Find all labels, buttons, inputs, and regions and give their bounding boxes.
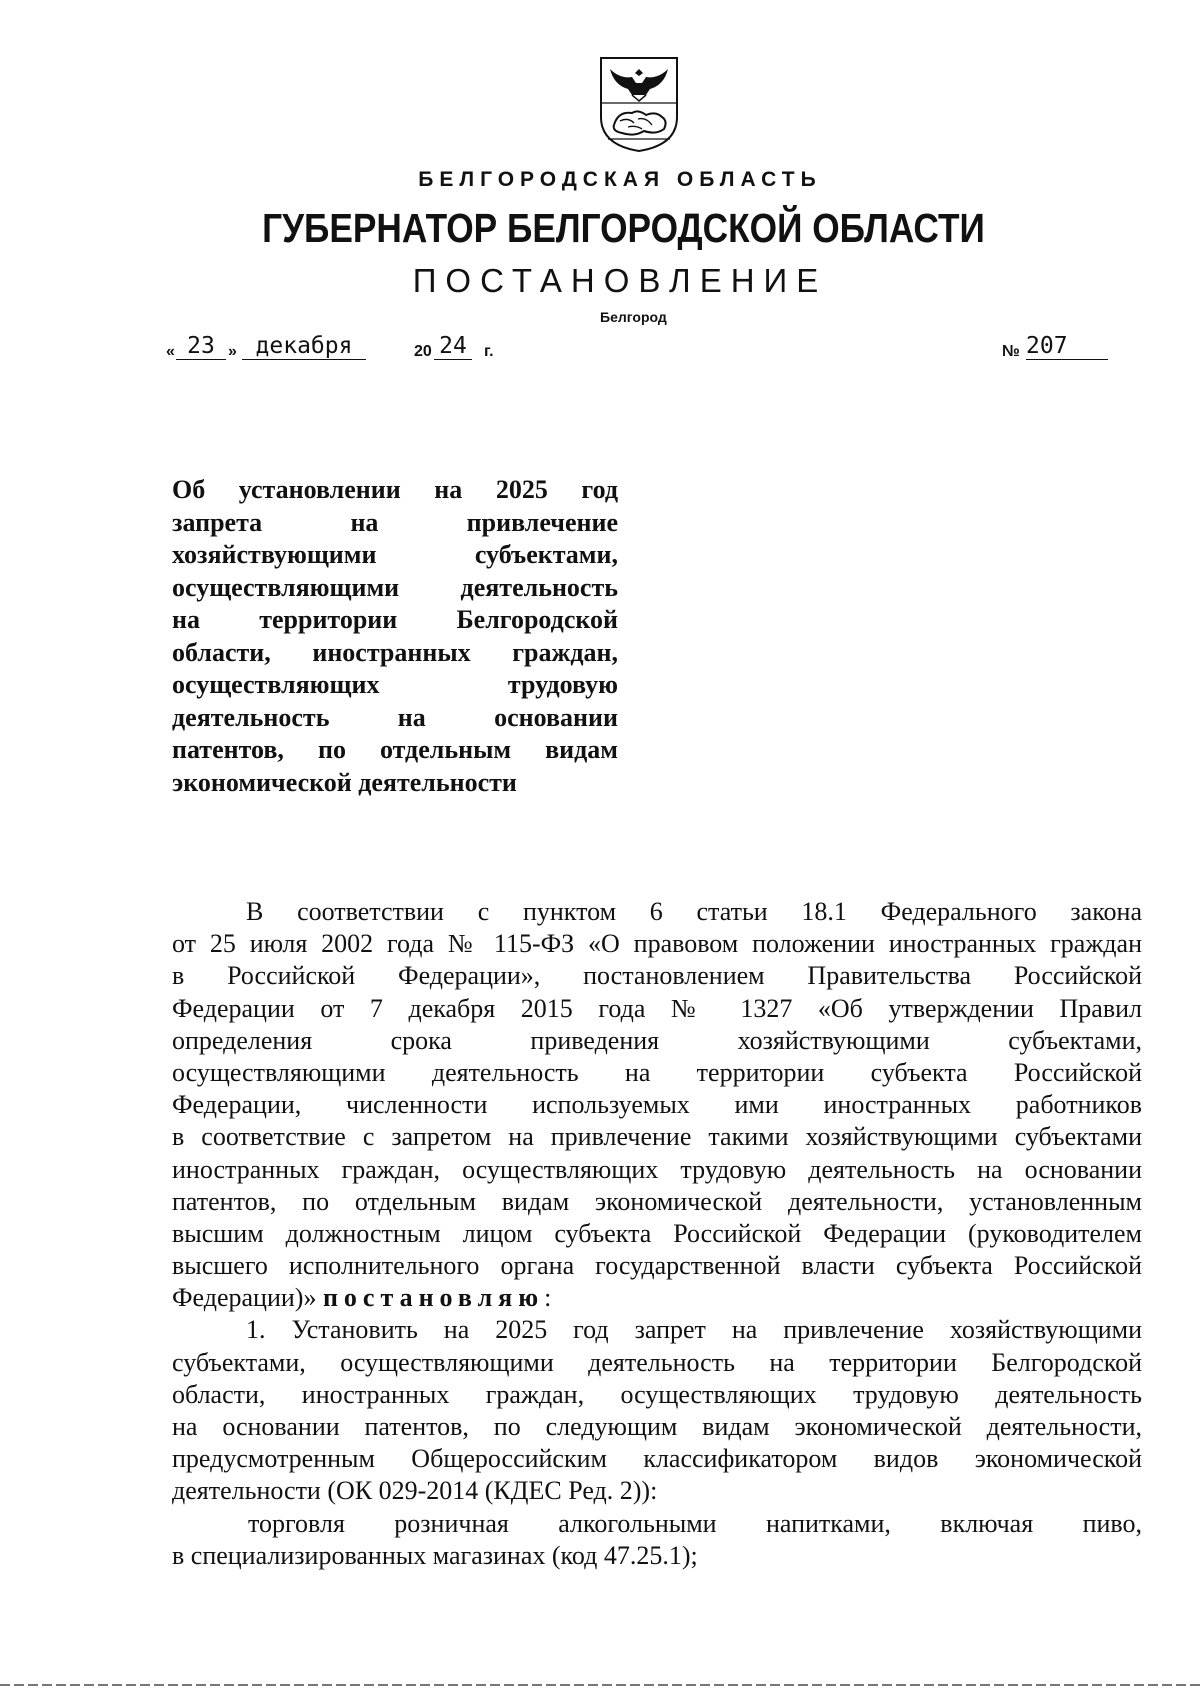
preamble-line: высшим должностным лицом субъекта Российской Федерации (руководителем bbox=[172, 1218, 1142, 1248]
title-line: хозяйствующими субъектами, bbox=[172, 540, 618, 569]
region-heading: БЕЛГОРОДСКАЯ ОБЛАСТЬ bbox=[418, 168, 822, 191]
date-year-prefix: 20 bbox=[414, 343, 432, 360]
page-bottom-divider bbox=[0, 1684, 1200, 1686]
item1-line: на основании патентов, по следующим видам экономической деятельности, bbox=[172, 1412, 1142, 1441]
dateline bbox=[166, 333, 1116, 373]
title-line: Об установлении на 2025 год bbox=[172, 475, 618, 504]
resolve-word: постановляю bbox=[322, 1283, 545, 1313]
preamble-colon: : bbox=[544, 1283, 552, 1313]
title-line: осуществляющих трудовую bbox=[172, 670, 618, 699]
item1-line: области, иностранных граждан, осуществляющих трудовую деятельность bbox=[172, 1379, 1142, 1409]
preamble-line: осуществляющими деятельность на территории субъекта Российской bbox=[172, 1057, 1142, 1087]
title-line: на территории Белгородской bbox=[172, 605, 618, 634]
preamble-line: патентов, по отдельным видам экономической деятельности, установленным bbox=[172, 1186, 1142, 1216]
preamble-line: в соответствие с запретом на привлечение такими хозяйствующими субъектами bbox=[172, 1122, 1142, 1152]
title-line: экономической деятельности bbox=[172, 767, 517, 797]
preamble-line: иностранных граждан, осуществляющих трудовую деятельность на основании bbox=[172, 1154, 1142, 1184]
title-line: осуществляющими деятельность bbox=[172, 572, 618, 602]
governor-heading: ГУБЕРНАТОР БЕЛГОРОДСКОЙ ОБЛАСТИ bbox=[262, 205, 985, 251]
item1-line: субъектами, осуществляющими деятельность на территории Белгородской bbox=[172, 1347, 1142, 1377]
date-month: декабря bbox=[242, 333, 366, 360]
title-line: патентов, по отдельным видам bbox=[172, 735, 618, 764]
document-type-heading: ПОСТАНОВЛЕНИЕ bbox=[412, 262, 828, 299]
date-year-mark: г. bbox=[484, 343, 494, 360]
title-line: запрета на привлечение bbox=[172, 507, 618, 537]
belgorod-coat-of-arms-emblem bbox=[598, 55, 680, 153]
date-day: 23 bbox=[176, 333, 226, 360]
preamble-last-line bbox=[172, 1282, 1142, 1314]
document-number: 207 bbox=[1026, 333, 1108, 360]
item1-line: предусмотренным Общероссийским классификатором видов экономической bbox=[172, 1444, 1142, 1474]
document-title bbox=[172, 474, 618, 799]
preamble-line: высшего исполнительного органа государственной власти субъекта Российской bbox=[172, 1251, 1142, 1281]
preamble-line: Федерации от 7 декабря 2015 года № 1327 «Об утверждении Правил bbox=[172, 993, 1142, 1023]
title-line: деятельность на основании bbox=[172, 702, 618, 732]
preamble-line: от 25 июля 2002 года № 115-ФЗ «О правовом положении иностранных граждан bbox=[172, 929, 1142, 959]
number-mark: № bbox=[1002, 343, 1020, 360]
date-open-quote: « bbox=[166, 343, 175, 360]
document-body bbox=[172, 896, 1142, 1572]
item1-line: деятельности (ОК 029-2014 (КДЕС Ред. 2)): bbox=[172, 1476, 658, 1506]
city-label: Белгород bbox=[600, 309, 667, 325]
date-year-suffix: 24 bbox=[434, 333, 472, 360]
preamble-line: в Российской Федерации», постановлением Правительства Российской bbox=[172, 961, 1142, 991]
item1-line: 1. Установить на 2025 год запрет на привлечение хозяйствующими bbox=[246, 1315, 1142, 1345]
date-close-quote: » bbox=[228, 343, 237, 360]
preamble-line: В соответствии с пунктом 6 статьи 18.1 Федерального закона bbox=[246, 897, 1142, 926]
activity-line: в специализированных магазинах (код 47.25.1); bbox=[172, 1540, 698, 1570]
preamble-last-text: Федерации)» bbox=[172, 1283, 323, 1313]
preamble-line: определения срока приведения хозяйствующими субъектами, bbox=[172, 1025, 1142, 1055]
activity-line: торговля розничная алкогольными напитками, включая пиво, bbox=[248, 1508, 1142, 1538]
preamble-line: Федерации, численности используемых ими иностранных работников bbox=[172, 1090, 1142, 1120]
title-line: области, иностранных граждан, bbox=[172, 637, 618, 667]
